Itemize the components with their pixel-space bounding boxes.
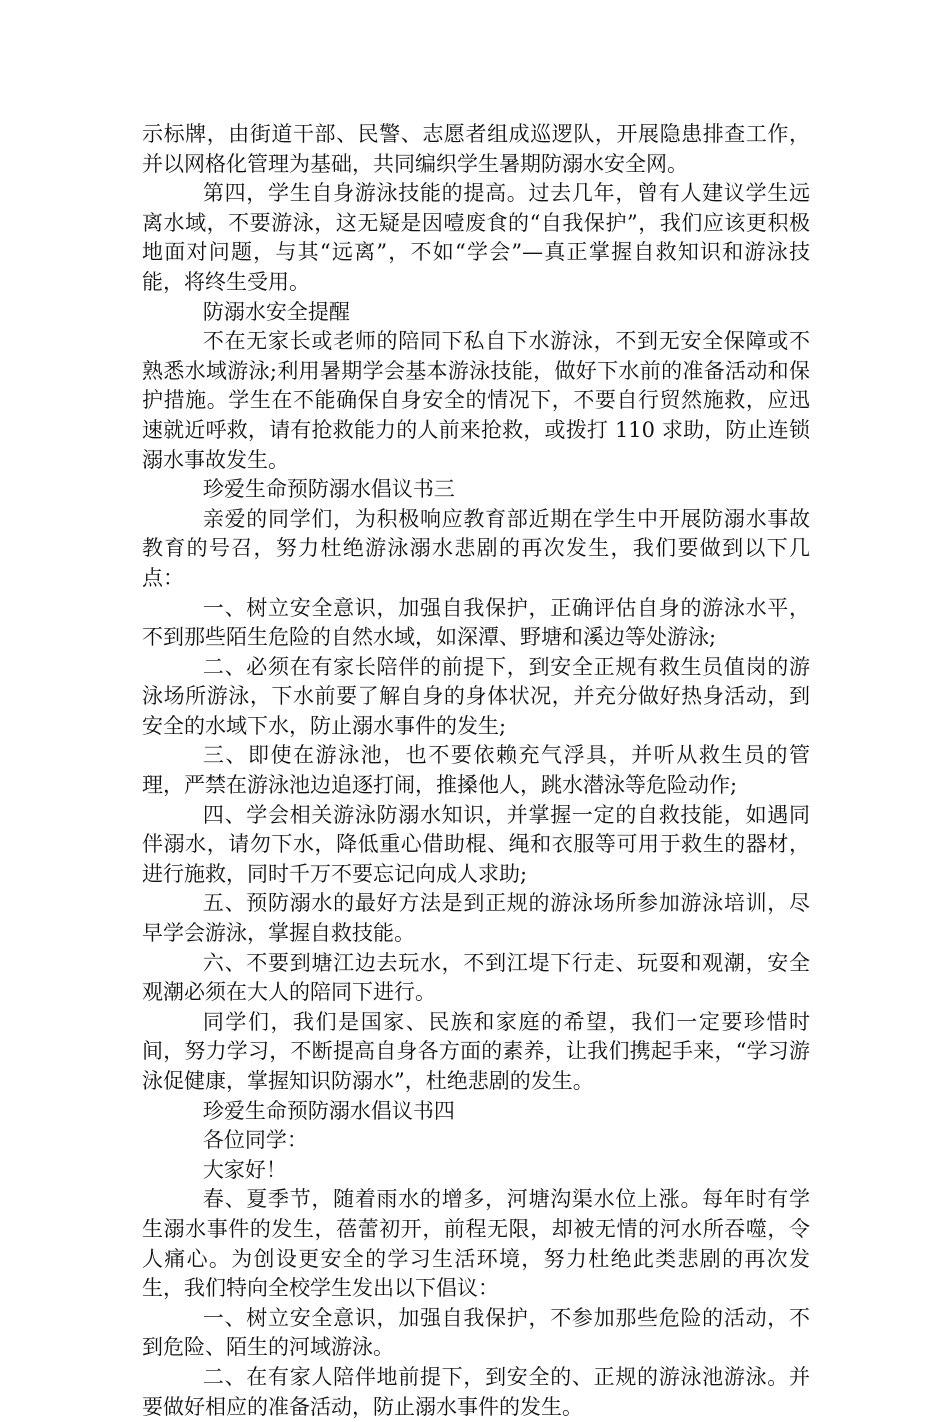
- paragraph: 春、夏季节，随着雨水的增多，河塘沟渠水位上涨。每年时有学生溺水事件的发生，蓓蕾初开，前程无限，却被无情的河水所吞噬，令人痛心。为创设更安全的学习生活环境，努力杜绝此类悲剧的再次发生，我们特向全校学生发出以下倡议：: [142, 1187, 810, 1301]
- paragraph: 示标牌，由街道干部、民警、志愿者组成巡逻队，开展隐患排查工作，并以网格化管理为基础，共同编织学生暑期防溺水安全网。: [142, 122, 810, 176]
- list-item: 六、不要到塘江边去玩水，不到江堤下行走、玩耍和观潮，安全观潮必须在大人的陪同下进行。: [142, 950, 810, 1005]
- greeting: 大家好！: [202, 1157, 287, 1182]
- section-heading: 防溺水安全提醒: [202, 299, 350, 324]
- paragraph: 亲爱的同学们，为积极响应教育部近期在学生中开展防溺水事故教育的号召，努力杜绝游泳溺水悲剧的再次发生，我们要做到以下几点：: [142, 506, 810, 590]
- document-body: [142, 120, 810, 1422]
- list-item: 一、树立安全意识，加强自我保护，不参加那些危险的活动，不到危险、陌生的河域游泳。: [142, 1305, 810, 1360]
- section-heading: 珍爱生命预防溺水倡议书四: [202, 1098, 455, 1123]
- paragraph: 第四，学生自身游泳技能的提高。过去几年，曾有人建议学生远离水域，不要游泳，这无疑是因噎废食的“自我保护”，我们应该更积极地面对问题，与其“远离”，不如“学会”—真正掌握自救知识和游泳技能，将终生受用。: [142, 181, 810, 294]
- section-heading: 珍爱生命预防溺水倡议书三: [202, 477, 455, 502]
- list-item: 二、在有家人陪伴地前提下，到安全的、正规的游泳池游泳。并要做好相应的准备活动，防止溺水事件的发生。: [142, 1364, 810, 1419]
- salutation: 各位同学：: [202, 1128, 308, 1153]
- list-item: 五、预防溺水的最好方法是到正规的游泳场所参加游泳培训，尽早学会游泳，掌握自救技能。: [142, 891, 810, 946]
- list-item: 二、必须在有家长陪伴的前提下，到安全正规有救生员值岗的游泳场所游泳，下水前要了解自身的身体状况，并充分做好热身活动，到安全的水域下水，防止溺水事件的发生;: [142, 654, 810, 738]
- list-item: 三、即使在游泳池，也不要依赖充气浮具，并听从救生员的管理，严禁在游泳池边追逐打闹，推搡他人，跳水潜泳等危险动作;: [142, 743, 810, 798]
- paragraph: 同学们，我们是国家、民族和家庭的希望，我们一定要珍惜时间，努力学习，不断提高自身各方面的素养，让我们携起手来，“学习游泳促健康，掌握知识防溺水”，杜绝悲剧的发生。: [142, 1009, 810, 1093]
- list-item: 一、树立安全意识，加强自我保护，正确评估自身的游泳水平，不到那些陌生危险的自然水域，如深潭、野塘和溪边等处游泳;: [142, 595, 810, 650]
- list-item: 四、学会相关游泳防溺水知识，并掌握一定的自救技能，如遇同伴溺水，请勿下水，降低重心借助棍、绳和衣服等可用于救生的器材，进行施救，同时千万不要忘记向成人求助;: [142, 802, 810, 886]
- paragraph: 不在无家长或老师的陪同下私自下水游泳，不到无安全保障或不熟悉水域游泳;利用暑期学会基本游泳技能，做好下水前的准备活动和保护措施。学生在不能确保自身安全的情况下，不要自行贸然施救，应迅速就近呼救，请有抢救能力的人前来抢救，或拨打 110 求助，防止连锁溺水事故发生。: [142, 329, 810, 472]
